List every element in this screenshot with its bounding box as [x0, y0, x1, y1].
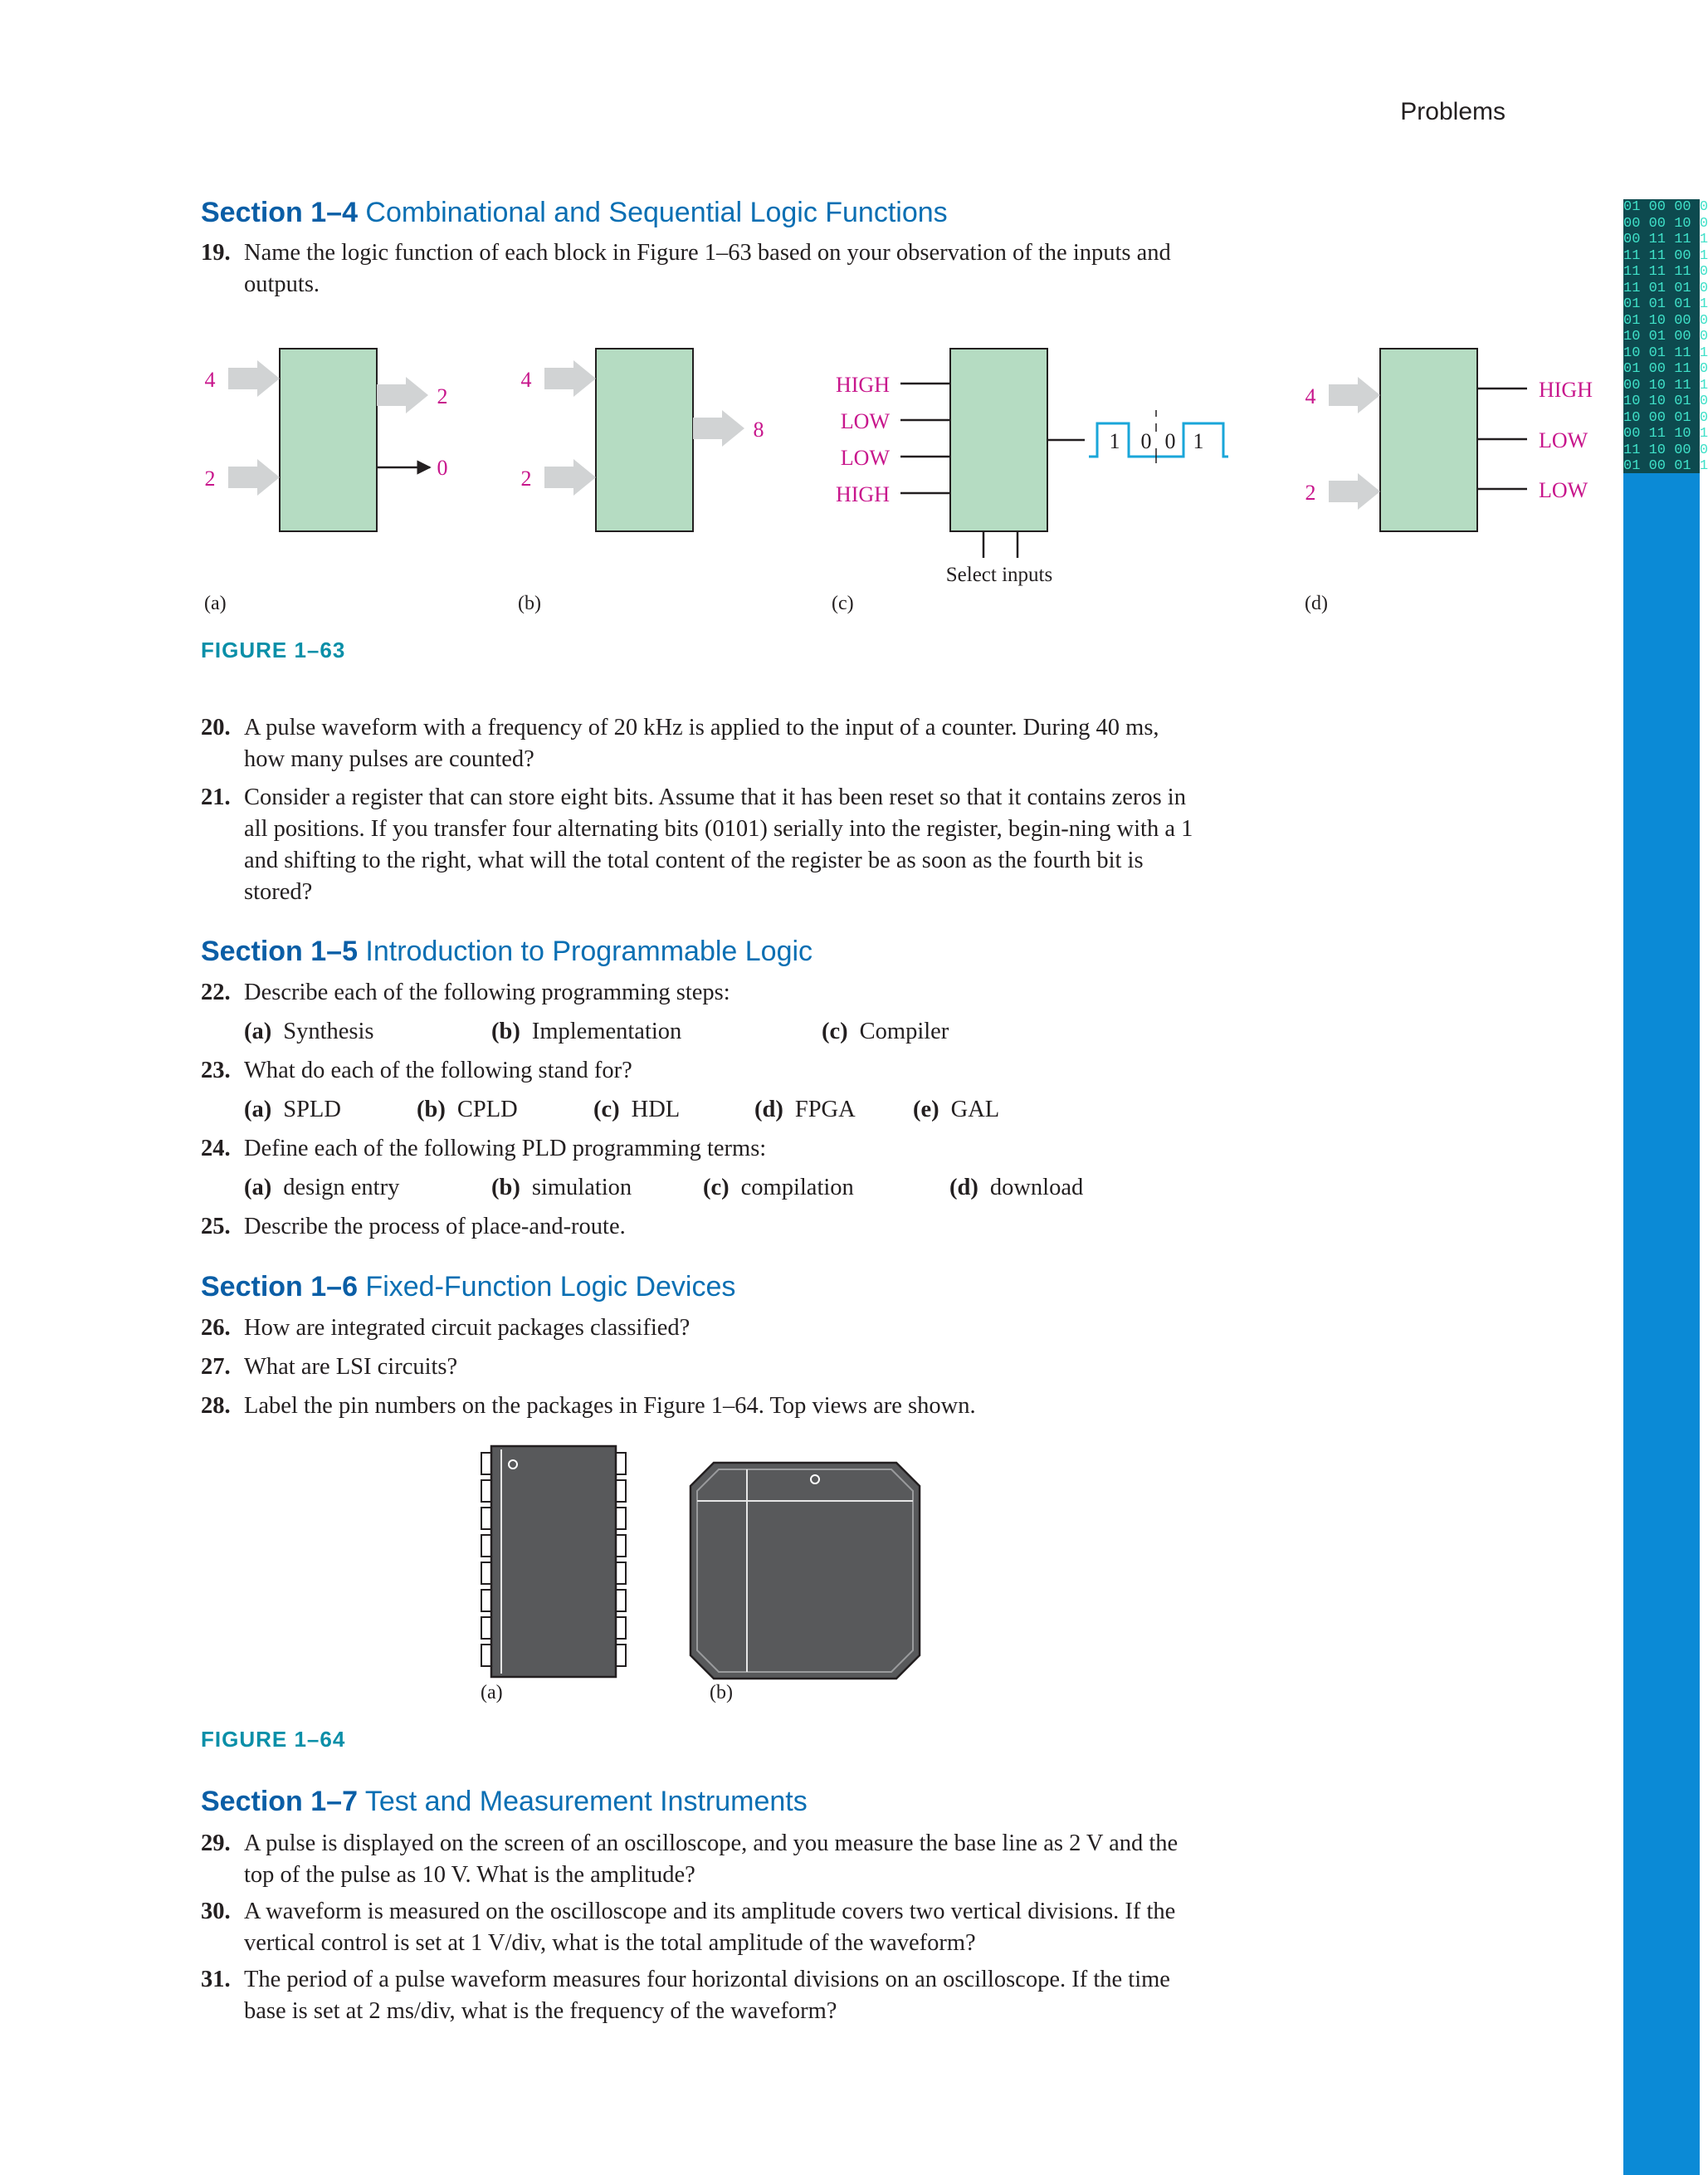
logic-block: [596, 349, 693, 531]
input-label: 2: [520, 467, 532, 491]
option-item: (b) simulation: [491, 1175, 632, 1200]
output-label: 0: [437, 456, 448, 480]
problem-number: 20.: [201, 715, 231, 740]
option-item: (c) Compiler: [822, 1019, 949, 1044]
sidebar-tab: [1623, 199, 1708, 2175]
section-number: Section 1–4: [201, 197, 358, 228]
figure-caption-b: (b): [710, 1682, 733, 1703]
option-item: (d) download: [949, 1175, 1084, 1200]
dip-pin: [616, 1508, 626, 1529]
problem-24: [201, 1133, 1205, 1165]
figure-1-63-label: FIGURE 1–63: [201, 638, 346, 662]
binary-line: 10 01 11 1: [1623, 345, 1708, 361]
figure-caption-c: (c): [832, 593, 854, 614]
problem-23: [201, 1055, 1205, 1087]
binary-line: 11 01 01 0: [1623, 280, 1708, 296]
problem-text: Define each of the following PLD programming terms:: [244, 1136, 767, 1161]
input-label: 4: [520, 368, 532, 392]
dip-pin: [481, 1535, 491, 1557]
option-item: (c) HDL: [593, 1097, 681, 1122]
problem-text: What are LSI circuits?: [244, 1354, 458, 1380]
binary-line: 00 11 10 1: [1623, 426, 1708, 442]
binary-line: 10 10 01 0: [1623, 393, 1708, 409]
problem-number: 27.: [201, 1354, 231, 1380]
waveform-bit: 0: [1164, 429, 1176, 453]
data-input-label: LOW: [840, 409, 890, 433]
problem-text: Label the pin numbers on the packages in Figure 1–64. Top views are shown.: [244, 1393, 976, 1419]
section-title: Combinational and Sequential Logic Functions: [357, 197, 948, 228]
figure-caption-a: (a): [204, 593, 227, 614]
data-input-label: HIGH: [836, 373, 890, 397]
section-heading-1-6: [201, 1270, 735, 1303]
running-head: Problems: [1400, 98, 1505, 125]
problem-number: 21.: [201, 784, 231, 810]
dip-pin: [481, 1645, 491, 1666]
section-number: Section 1–6: [201, 1271, 358, 1303]
waveform-bit: 1: [1193, 429, 1204, 453]
problem-number: 31.: [201, 1967, 231, 1992]
dip-pin: [616, 1562, 626, 1584]
binary-line: 00 10 11 1: [1623, 377, 1708, 393]
input-arrow-icon: [1329, 473, 1380, 510]
section-heading-1-5: [201, 935, 813, 968]
binary-pattern-strip: [1623, 199, 1708, 474]
dip-pin: [481, 1453, 491, 1474]
problem-text: How are integrated circuit packages classified?: [244, 1315, 691, 1341]
option-item: (b) CPLD: [417, 1097, 518, 1122]
figure-1-64-label: FIGURE 1–64: [201, 1727, 346, 1752]
waveform-bit: 0: [1140, 429, 1152, 453]
dip-pin: [616, 1453, 626, 1474]
problem-21: [201, 782, 1205, 908]
option-item: (c) compilation: [703, 1175, 854, 1200]
problem-number: 24.: [201, 1136, 231, 1161]
output-label: 8: [753, 418, 764, 442]
problem-text: Describe the process of place-and-route.: [244, 1214, 626, 1239]
dip-pin: [481, 1480, 491, 1502]
problem-number: 19.: [201, 240, 231, 266]
input-arrow-icon: [1329, 377, 1380, 413]
input-arrow-icon: [228, 360, 280, 397]
section-title: Introduction to Programmable Logic: [357, 936, 813, 967]
data-input-label: LOW: [840, 446, 890, 470]
binary-line: 01 00 11 0: [1623, 361, 1708, 377]
figure-1-63: [0, 324, 1593, 639]
option-item: (a) design entry: [244, 1175, 400, 1200]
logic-block: [1380, 349, 1477, 531]
output-arrow-icon: [693, 410, 744, 447]
figure-caption-b: (b): [518, 593, 541, 614]
output-label: 2: [437, 384, 448, 408]
figure-caption-d: (d): [1305, 593, 1328, 614]
input-label: 4: [204, 368, 216, 392]
problem-number: 26.: [201, 1315, 231, 1341]
input-label: 4: [1305, 384, 1316, 408]
problem-27: [201, 1351, 1205, 1383]
section-heading-1-7: [201, 1785, 808, 1818]
input-label: 2: [204, 467, 216, 491]
input-label: 2: [1305, 481, 1316, 505]
problem-number: 30.: [201, 1899, 231, 1924]
section-title: Fixed-Function Logic Devices: [357, 1271, 736, 1303]
binary-line: 10 00 01 0: [1623, 409, 1708, 426]
dip-pin: [481, 1562, 491, 1584]
section-number: Section 1–7: [201, 1786, 358, 1817]
logic-block: [280, 349, 377, 531]
problem-text: The period of a pulse waveform measures four horizontal divisions on an oscilloscope. If the time base is set at 2 ms/div, what is the frequency of the waveform?: [244, 1967, 1170, 2024]
dip-pin: [481, 1617, 491, 1639]
option-item: (d) FPGA: [754, 1097, 856, 1122]
input-arrow-icon: [228, 459, 280, 496]
problem-22: [201, 977, 1205, 1009]
dip-pin: [481, 1590, 491, 1611]
problem-29: [201, 1828, 1205, 1891]
dip-pin: [616, 1480, 626, 1502]
problem-number: 28.: [201, 1393, 231, 1419]
problem-text: Describe each of the following programming steps:: [244, 980, 730, 1005]
binary-line: 01 00 01 1: [1623, 458, 1708, 474]
input-arrow-icon: [544, 459, 596, 496]
binary-line: 00 11 11 1: [1623, 232, 1708, 247]
problem-number: 29.: [201, 1830, 231, 1856]
problem-number: 23.: [201, 1058, 231, 1083]
binary-line: 11 11 00 1: [1623, 247, 1708, 264]
option-item: (a) SPLD: [244, 1097, 341, 1122]
problem-text: A waveform is measured on the oscilloscope and its amplitude covers two vertical divisions. If the vertical control is set at 1 V/div, what is the total amplitude of the waveform?: [244, 1899, 1176, 1956]
problem-text: A pulse waveform with a frequency of 20 kHz is applied to the input of a counter. During 40 ms, how many pulses are counted?: [244, 715, 1159, 772]
problem-19: [201, 237, 1205, 301]
binary-line: 10 01 00 0: [1623, 329, 1708, 345]
binary-line: 11 10 00 0: [1623, 442, 1708, 458]
figure-1-63-block-a: [205, 349, 448, 531]
output-label: LOW: [1539, 478, 1588, 502]
problem-number: 22.: [201, 980, 231, 1005]
output-label: HIGH: [1539, 378, 1593, 402]
problem-25: [201, 1211, 1205, 1243]
dip-pin: [616, 1590, 626, 1611]
problem-text: Consider a register that can store eight bits. Assume that it has been reset so that it contains zeros in all positions. If you transfer four alternating bits (0101) serially into the register, begin-ning with a 1 and shifting to the right, what will the total content of the register be as soon as the fourth bit is stored?: [244, 784, 1193, 905]
problem-31: [201, 1964, 1205, 2027]
option-item: (e) GAL: [913, 1097, 1000, 1122]
dip-pin: [616, 1645, 626, 1666]
binary-line: 11 11 11 0: [1623, 264, 1708, 280]
figure-1-64: [465, 1438, 946, 1687]
data-input-label: HIGH: [836, 482, 890, 506]
binary-line: 01 10 00 0: [1623, 312, 1708, 329]
figure-1-63-block-c: [836, 349, 1228, 586]
section-title: Test and Measurement Instruments: [357, 1786, 808, 1817]
select-inputs-label: Select inputs: [945, 564, 1053, 586]
problem-30: [201, 1896, 1205, 1959]
dip-pin: [481, 1508, 491, 1529]
dip-package-icon: [481, 1446, 626, 1677]
dip-pin: [616, 1617, 626, 1639]
problem-number: 25.: [201, 1214, 231, 1239]
section-number: Section 1–5: [201, 936, 358, 967]
waveform-bit: 1: [1109, 429, 1120, 453]
output-label: LOW: [1539, 428, 1588, 452]
problem-text: Name the logic function of each block in Figure 1–63 based on your observation of the inputs and outputs.: [244, 240, 1171, 297]
problem-26: [201, 1312, 1205, 1344]
multiplexer-block: [950, 349, 1047, 531]
binary-line: 00 00 10 0: [1623, 215, 1708, 232]
problem-20: [201, 712, 1205, 775]
figure-1-63-block-d: [1305, 349, 1593, 531]
problem-text: A pulse is displayed on the screen of an oscilloscope, and you measure the base line as 2 V and the top of the pulse as 10 V. What is the amplitude?: [244, 1830, 1179, 1888]
plcc-package-icon: [691, 1463, 920, 1679]
dip-pin: [616, 1535, 626, 1557]
output-arrow-icon: [377, 377, 428, 413]
binary-line: 01 00 00 0: [1623, 199, 1708, 215]
input-arrow-icon: [544, 360, 596, 397]
binary-line: 01 01 01 1: [1623, 296, 1708, 312]
section-heading-1-4: [201, 196, 948, 229]
problem-28: [201, 1391, 1205, 1422]
figure-1-63-block-b: [521, 349, 764, 531]
option-item: (a) Synthesis: [244, 1019, 374, 1044]
option-item: (b) Implementation: [491, 1019, 682, 1044]
figure-caption-a: (a): [481, 1682, 503, 1703]
problem-text: What do each of the following stand for?: [244, 1058, 632, 1083]
